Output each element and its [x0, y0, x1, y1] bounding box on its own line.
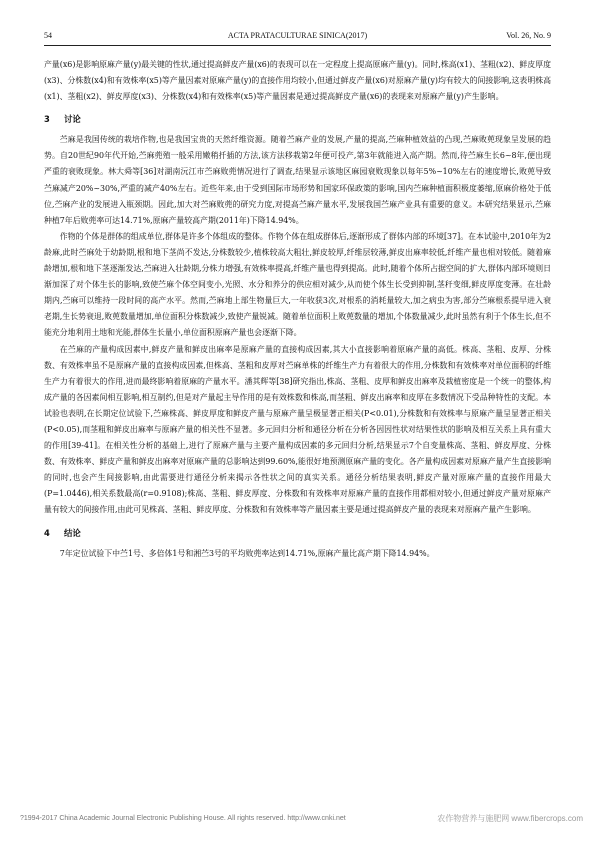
discussion-paragraph: 在苎麻的产量构成因素中,鲜皮产量和鲜皮出麻率是原麻产量的直接构成因素,其大小直接影响着原麻产量的高低。株高、茎粗、皮厚、分株数、有效株率虽不是原麻产量的直接构成因素,但株高、茎粗和皮厚对苎麻单株的纤维生产力有着很大的作用,分株数和有效株率对单位面积的纤维生产力有着很大的作用,进而最终影响着原麻的产量水平。潘其辉等[38]研究指出,株高、茎粗、皮厚和鲜皮出麻率及栽植密度是一个统一的整体,构成产量的各因素间相互影响,相互制约,但是对产量起主导作用的是有效株数和株高,而茎粗、鲜皮出麻率和皮厚在多数情况下受品种特性的支配。本试验也表明,在长期定位试验下,苎麻株高、鲜皮厚度和鲜皮产量与原麻产量呈极显著正相关(P<0.01),分株数和有效株率与原麻产量呈显著正相关(P<0.05),而茎粗和鲜皮出麻率与原麻产量的相关性不显著。多元回归分析和通径分析在分析各因因性状对结果性状的影响及相互关系上具有重大的作用[39-41]。在相关性分析的基础上,进行了原麻产量与主要产量构成因素的多元回归分析,结果显示7个自变量株高、茎粗、鲜皮厚度、分株数、有效株率、鲜皮产量和鲜皮出麻率对原麻产量的总影响达到99.60%,能很好地预测原麻产量的变化。各产量构成因素对原麻产量产生直接影响的同时,也会产生间接影响,由此需要进行通径分析来揭示各性状之间的真实关系。通径分析结果表明,鲜皮产量对原麻产量的直接作用最大(P=1.0446),相关系数最高(r=0.9108);株高、茎粗、鲜皮厚度、分株数和有效株率对原麻产量的直接作用都相对较小,但通过鲜皮产量对原麻产量有较大的间接作用,由此可见株高、茎粗、鲜皮厚度、分株数和有效株率等产量因素主要是通过提高鲜皮产量的表现来对原麻产量产生影响。 [44, 344, 551, 515]
discussion-paragraph: 作物的个体是群体的组成单位,群体是许多个体组成的整体。作物个体在组成群体后,逐渐形成了群体内部的环境[37]。在本试验中,2010年为2龄麻,此时苎麻处于幼龄期,根和地下茎尚不发达,分株数较少,植株较高大粗壮,鲜皮较厚,纤维层较薄,鲜皮出麻率较低,纤维产量也相对较低。随着麻龄增加,根和地下茎逐渐发达,苎麻进入壮龄期,分株力增强,有效株率提高,纤维产量也得到提高。此时,随着个体所占据空间的扩大,群体内部环境则日渐加深了对个体生长的影响,致使苎麻个体空间变小,光照、水分和养分的供应相对减少,从而使个体生长受到抑制,茎秆变细,鲜皮厚度变薄。在壮龄期内,苎麻可以维持一段时间的高产水平。然而,苎麻地上部生物量巨大,一年收获3次,对根系的消耗量较大,加之病虫为害,部分苎麻根系提早进入衰老期,生长势衰退,败蔸数量增加,单位面积分株数减少,致使产量锐减。随着单位面积上败蔸数量的增加,个体数量减少,此时虽然有利于个体生长,但不能充分地利用土地和光能,群体生长量小,单位面积原麻产量也会逐渐下降。 [44, 231, 551, 338]
section-heading-conclusion [44, 526, 551, 541]
copyright-notice: ?1994-2017 China Academic Journal Electronic Publishing House. All rights reserved. http://www.cnki.net [20, 815, 346, 822]
article-body [44, 57, 551, 562]
section-number: 4 [44, 527, 50, 538]
section-heading-discussion [44, 112, 551, 127]
section-title: 讨论 [64, 114, 81, 125]
discussion-paragraph: 苎麻是我国传统的栽培作物,也是我国宝贵的天然纤维资源。随着苎麻产业的发展,产量的提高,苎麻种植效益的凸现,苎麻败蔸现象呈发展的趋势。自20世纪90年代开始,苎麻蔸殖一般采用嫩稍扦插的方法,该方法移栽第2年便可投产,第3年就能进入高产期。然而,待苎麻生长6~8年,便出现严重的衰败现象。林大舜等[36]对湖南沅江市苎麻败蔸情况进行了调查,结果显示该地区麻园衰败现象以每年5%~10%左右的速度增长,败蔸导致苎麻减产20%~30%,严重的减产40%左右。近些年来,由于受到国际市场形势和国家环保政策的影响,国内苎麻种植面积极度萎缩,原麻价格处于低位,苎麻产业的发展进入瓶颈期。因此,加大对苎麻败蔸的研究力度,对提高苎麻产量水平,发展我国苎麻产业具有重要的意义。本研究结果显示,苎麻种植7年后败蔸率可达14.71%,原麻产量较高产期(2011年)下降14.94%。 [44, 135, 551, 225]
results-continuation-paragraph: 产量(x6)是影响原麻产量(y)最关键的性状,通过提高鲜皮产量(x6)的表现可以在一定程度上提高原麻产量(y)。同时,株高(x1)、茎粗(x2)、鲜皮厚度(x3)、分株数(x4)和有效株率(x5)等产量因素对原麻产量(y)的直接作用均较小,但通过鲜皮产量(x6)对原麻产量(y)均有较大的间接影响,这表明株高(x1)、茎粗(x2)、鲜皮厚度(x3)、分株数(x4)和有效株率(x5)等产量因素是通过提高鲜皮产量(x6)的表现来对原麻产量(y)产生影响。 [44, 60, 551, 102]
conclusion-paragraph: 7年定位试验下中苎1号、多倍体1号和湘苎3号的平均败蔸率达到14.71%,原麻产量比高产期下降14.94%。 [59, 548, 435, 558]
section-number: 3 [44, 114, 50, 125]
page-footer [20, 812, 583, 826]
journal-name: ACTA PRATACULTURAE SINICA(2017) [227, 31, 368, 40]
site-watermark: 农作物营养与施肥网 www.fibercrops.com [437, 814, 583, 823]
page-number: 54 [44, 31, 52, 40]
running-header [44, 30, 551, 42]
header-divider [44, 45, 551, 46]
section-title: 结论 [64, 527, 81, 538]
volume-issue: Vol. 26, No. 9 [506, 31, 551, 40]
